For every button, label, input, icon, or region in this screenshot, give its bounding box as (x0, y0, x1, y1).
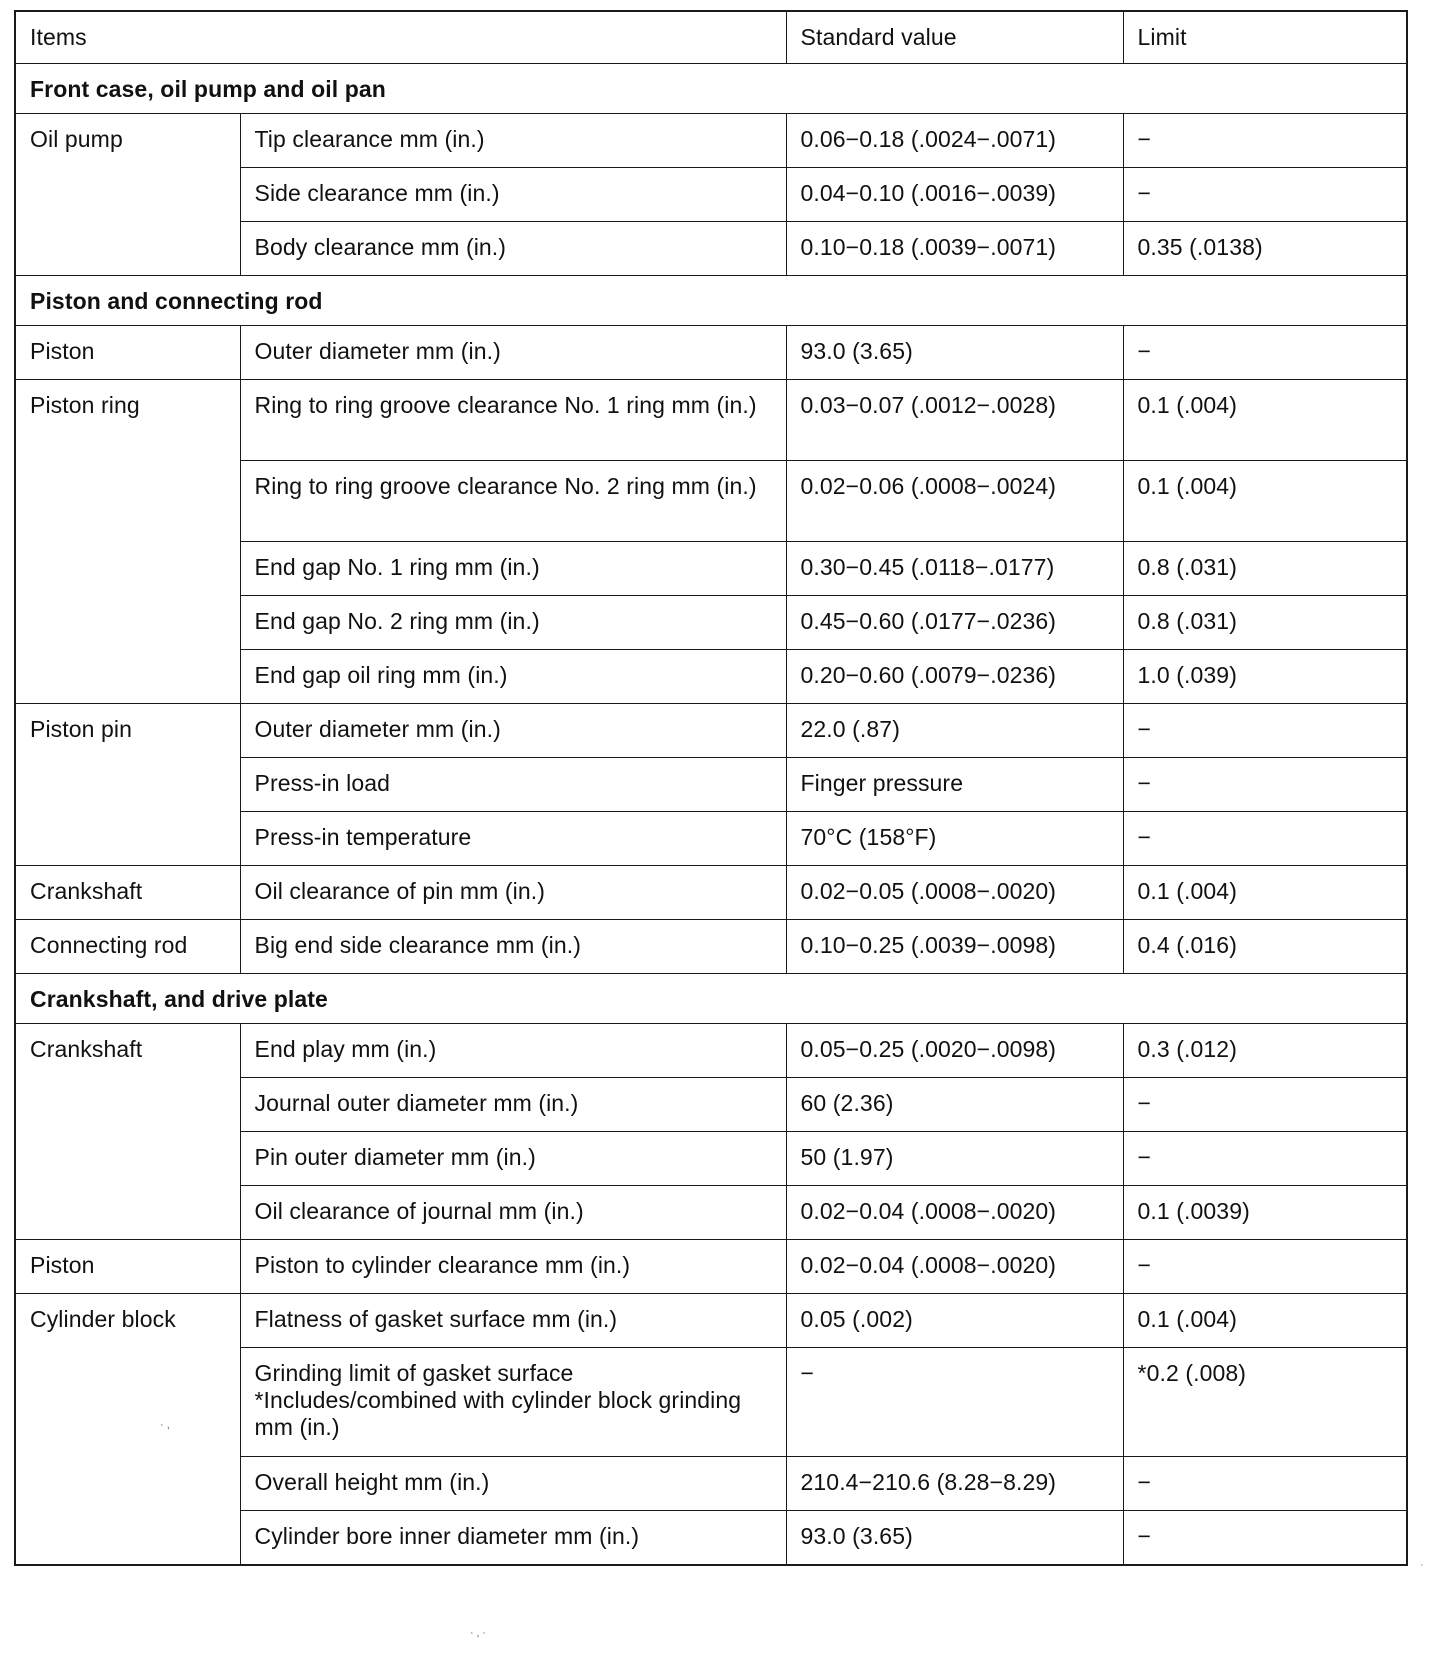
standard-value-cell: 0.02−0.05 (.0008−.0020) (786, 865, 1123, 919)
component-cell: Cylinder block (15, 1293, 240, 1565)
component-cell: Piston (15, 1239, 240, 1293)
component-cell: Piston pin (15, 703, 240, 865)
component-cell: Piston ring (15, 379, 240, 703)
item-cell: Flatness of gasket surface mm (in.) (240, 1293, 786, 1347)
item-cell: Oil clearance of journal mm (in.) (240, 1185, 786, 1239)
standard-value-cell: 0.10−0.25 (.0039−.0098) (786, 919, 1123, 973)
item-cell: Journal outer diameter mm (in.) (240, 1077, 786, 1131)
standard-value-cell: Finger pressure (786, 757, 1123, 811)
component-cell: Connecting rod (15, 919, 240, 973)
standard-value-cell: 210.4−210.6 (8.28−8.29) (786, 1456, 1123, 1510)
standard-value-cell: 0.02−0.04 (.0008−.0020) (786, 1239, 1123, 1293)
limit-cell: − (1123, 325, 1407, 379)
scan-speck: · , (160, 1419, 170, 1431)
standard-value-cell: 0.04−0.10 (.0016−.0039) (786, 167, 1123, 221)
standard-value-cell: 0.03−0.07 (.0012−.0028) (786, 379, 1123, 460)
limit-cell: − (1123, 113, 1407, 167)
limit-cell: 0.1 (.004) (1123, 379, 1407, 460)
item-cell: Ring to ring groove clearance No. 2 ring mm (in.) (240, 460, 786, 541)
standard-value-cell: 0.02−0.04 (.0008−.0020) (786, 1185, 1123, 1239)
standard-value-cell: 0.45−0.60 (.0177−.0236) (786, 595, 1123, 649)
limit-cell: 0.4 (.016) (1123, 919, 1407, 973)
section-title: Piston and connecting rod (15, 275, 1407, 325)
limit-cell: 0.3 (.012) (1123, 1023, 1407, 1077)
component-cell: Crankshaft (15, 865, 240, 919)
standard-value-cell: 93.0 (3.65) (786, 1510, 1123, 1565)
specifications-table (14, 10, 1408, 1566)
standard-value-cell: 0.05 (.002) (786, 1293, 1123, 1347)
item-cell: Overall height mm (in.) (240, 1456, 786, 1510)
item-cell: Grinding limit of gasket surface *Includes/combined with cylinder block grinding mm (in.) (240, 1347, 786, 1456)
limit-cell: − (1123, 1131, 1407, 1185)
standard-value-cell: 22.0 (.87) (786, 703, 1123, 757)
item-cell: Tip clearance mm (in.) (240, 113, 786, 167)
limit-cell: 0.1 (.004) (1123, 865, 1407, 919)
standard-value-cell: 0.02−0.06 (.0008−.0024) (786, 460, 1123, 541)
limit-cell: − (1123, 1077, 1407, 1131)
item-cell: Big end side clearance mm (in.) (240, 919, 786, 973)
section-row (15, 275, 1407, 325)
header-limit: Limit (1123, 11, 1407, 63)
standard-value-cell: 50 (1.97) (786, 1131, 1123, 1185)
section-title: Crankshaft, and drive plate (15, 973, 1407, 1023)
standard-value-cell: 70°C (158°F) (786, 811, 1123, 865)
spec-sheet (14, 10, 1406, 1566)
section-row (15, 63, 1407, 113)
limit-cell: − (1123, 1456, 1407, 1510)
limit-cell: 0.1 (.004) (1123, 460, 1407, 541)
limit-cell: 0.8 (.031) (1123, 595, 1407, 649)
limit-cell: 1.0 (.039) (1123, 649, 1407, 703)
limit-cell: 0.8 (.031) (1123, 541, 1407, 595)
section-row (15, 973, 1407, 1023)
limit-cell: *0.2 (.008) (1123, 1347, 1407, 1456)
limit-cell: 0.1 (.004) (1123, 1293, 1407, 1347)
component-cell: Crankshaft (15, 1023, 240, 1239)
item-cell: Side clearance mm (in.) (240, 167, 786, 221)
item-cell: Press-in load (240, 757, 786, 811)
specifications-table-body (15, 11, 1407, 1565)
item-cell: Ring to ring groove clearance No. 1 ring mm (in.) (240, 379, 786, 460)
item-cell: Press-in temperature (240, 811, 786, 865)
item-cell: End play mm (in.) (240, 1023, 786, 1077)
spec-row (15, 703, 1407, 757)
spec-row (15, 1023, 1407, 1077)
spec-row (15, 865, 1407, 919)
limit-cell: − (1123, 757, 1407, 811)
scan-speck: · (1420, 1559, 1424, 1571)
spec-row (15, 1239, 1407, 1293)
standard-value-cell: 0.05−0.25 (.0020−.0098) (786, 1023, 1123, 1077)
component-cell: Oil pump (15, 113, 240, 275)
standard-value-cell: 0.10−0.18 (.0039−.0071) (786, 221, 1123, 275)
limit-cell: − (1123, 1239, 1407, 1293)
header-items: Items (15, 11, 786, 63)
item-cell: Outer diameter mm (in.) (240, 703, 786, 757)
item-cell: End gap No. 1 ring mm (in.) (240, 541, 786, 595)
standard-value-cell: 0.06−0.18 (.0024−.0071) (786, 113, 1123, 167)
scan-speck: · ‚ · (470, 1627, 486, 1639)
spec-row (15, 379, 1407, 460)
item-cell: Outer diameter mm (in.) (240, 325, 786, 379)
standard-value-cell: 93.0 (3.65) (786, 325, 1123, 379)
item-cell: End gap oil ring mm (in.) (240, 649, 786, 703)
limit-cell: − (1123, 167, 1407, 221)
header-standard-value: Standard value (786, 11, 1123, 63)
standard-value-cell: − (786, 1347, 1123, 1456)
item-cell: Cylinder bore inner diameter mm (in.) (240, 1510, 786, 1565)
item-cell: Oil clearance of pin mm (in.) (240, 865, 786, 919)
spec-row (15, 325, 1407, 379)
section-title: Front case, oil pump and oil pan (15, 63, 1407, 113)
limit-cell: 0.35 (.0138) (1123, 221, 1407, 275)
header-row (15, 11, 1407, 63)
item-cell: Piston to cylinder clearance mm (in.) (240, 1239, 786, 1293)
standard-value-cell: 60 (2.36) (786, 1077, 1123, 1131)
component-cell: Piston (15, 325, 240, 379)
limit-cell: − (1123, 1510, 1407, 1565)
spec-row (15, 1293, 1407, 1347)
item-cell: Body clearance mm (in.) (240, 221, 786, 275)
standard-value-cell: 0.20−0.60 (.0079−.0236) (786, 649, 1123, 703)
limit-cell: − (1123, 811, 1407, 865)
limit-cell: 0.1 (.0039) (1123, 1185, 1407, 1239)
standard-value-cell: 0.30−0.45 (.0118−.0177) (786, 541, 1123, 595)
item-cell: Pin outer diameter mm (in.) (240, 1131, 786, 1185)
limit-cell: − (1123, 703, 1407, 757)
spec-row (15, 919, 1407, 973)
spec-row (15, 113, 1407, 167)
item-cell: End gap No. 2 ring mm (in.) (240, 595, 786, 649)
